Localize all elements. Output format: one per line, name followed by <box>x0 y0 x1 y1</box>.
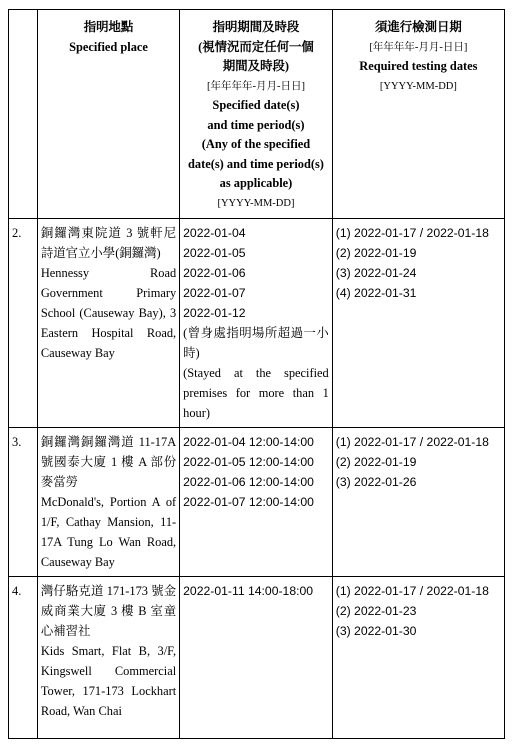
header-place-cell <box>37 10 179 219</box>
stay-note-zh: (曾身處指明場所超過一小時) <box>183 326 329 360</box>
place-name-zh: 銅鑼灣東院道 3 號軒尼詩道官立小學(銅鑼灣) <box>40 226 177 260</box>
testing-date: (3) 2022-01-24 <box>335 266 417 280</box>
header-dates-zh-2: (視情況而定任何一個 <box>198 39 314 54</box>
specified-date: 2022-01-06 12:00-14:00 <box>183 475 314 489</box>
specified-date: 2022-01-05 12:00-14:00 <box>183 455 314 469</box>
place-cell <box>37 219 179 428</box>
header-row <box>9 10 505 219</box>
row-number: 3. <box>9 428 38 577</box>
specified-date: 2022-01-05 <box>183 246 246 260</box>
specified-date: 2022-01-12 <box>183 306 246 320</box>
header-dates-zh-3: 期間及時段) <box>222 59 289 73</box>
table-row <box>9 577 505 739</box>
testing-date: (4) 2022-01-31 <box>335 286 417 300</box>
dates-cell <box>180 577 333 739</box>
header-dates-cell <box>180 10 333 219</box>
place-cell <box>37 577 179 739</box>
testing-date: (3) 2022-01-26 <box>335 475 417 489</box>
header-testing-en: Required testing dates <box>359 59 478 73</box>
specified-date: 2022-01-04 <box>183 226 246 240</box>
header-dates-zh-1: 指明期間及時段 <box>212 20 300 34</box>
testing-dates-cell <box>332 428 504 577</box>
header-place-en: Specified place <box>69 39 148 54</box>
header-testing-cell <box>332 10 504 219</box>
place-name-en: McDonald's, Portion A of 1/F, Cathay Mansion, 11-17A Tung Lo Wan Road, Causeway Bay <box>40 495 177 569</box>
header-place-zh: 指明地點 <box>83 20 134 34</box>
header-dates-format-en: [YYYY-MM-DD] <box>217 197 295 209</box>
testing-date: (3) 2022-01-30 <box>335 624 417 638</box>
specified-date: 2022-01-06 <box>183 266 246 280</box>
specified-date: 2022-01-11 14:00-18:00 <box>183 584 314 598</box>
testing-dates-cell <box>332 577 504 739</box>
header-dates-en-2: and time period(s) <box>207 117 305 132</box>
specified-date: 2022-01-07 <box>183 286 246 300</box>
header-dates-en-5: as applicable) <box>219 176 293 190</box>
specified-date: 2022-01-07 12:00-14:00 <box>183 495 314 509</box>
place-cell <box>37 428 179 577</box>
testing-date: (1) 2022-01-17 / 2022-01-18 <box>335 226 489 240</box>
place-name-zh: 灣仔駱克道 171-173 號金威商業大廈 3 樓 B 室童心補習社 <box>40 584 177 638</box>
testing-date: (2) 2022-01-19 <box>335 246 417 260</box>
testing-date: (2) 2022-01-19 <box>335 455 417 469</box>
place-name-en: Hennessy Road Government Primary School (Causeway Bay), 3 Eastern Hospital Road, Causeway Bay <box>40 266 177 360</box>
place-name-zh: 銅鑼灣銅鑼灣道 11-17A 號國泰大廈 1 樓 A 部份麥當勞 <box>40 435 177 489</box>
header-dates-format-zh: [年年年年-月月-日日] <box>206 80 305 92</box>
row-number: 4. <box>9 577 38 739</box>
testing-date: (1) 2022-01-17 / 2022-01-18 <box>335 435 489 449</box>
stay-note-en: (Stayed at the specified premises for more than 1 hour) <box>183 366 329 420</box>
place-name-en: Kids Smart, Flat B, 3/F, Kingswell Commercial Tower, 171-173 Lockhart Road, Wan Chai <box>40 644 177 718</box>
header-testing-format-zh: [年年年年-月月-日日] <box>369 41 468 53</box>
row-number: 2. <box>9 219 38 428</box>
testing-date: (2) 2022-01-23 <box>335 604 417 618</box>
header-dates-en-3: (Any of the specified <box>201 137 311 151</box>
header-testing-format-en: [YYYY-MM-DD] <box>379 80 457 92</box>
specified-date: 2022-01-04 12:00-14:00 <box>183 435 314 449</box>
header-number-cell <box>9 10 38 219</box>
header-dates-en-4: date(s) and time period(s) <box>187 156 324 171</box>
header-dates-en-1: Specified date(s) <box>212 98 300 112</box>
header-testing-zh: 須進行檢測日期 <box>375 20 462 34</box>
table-row <box>9 428 505 577</box>
dates-cell <box>180 219 333 428</box>
dates-cell <box>180 428 333 577</box>
testing-dates-cell <box>332 219 504 428</box>
table-row <box>9 219 505 428</box>
specified-places-table <box>8 9 505 739</box>
testing-date: (1) 2022-01-17 / 2022-01-18 <box>335 584 489 598</box>
